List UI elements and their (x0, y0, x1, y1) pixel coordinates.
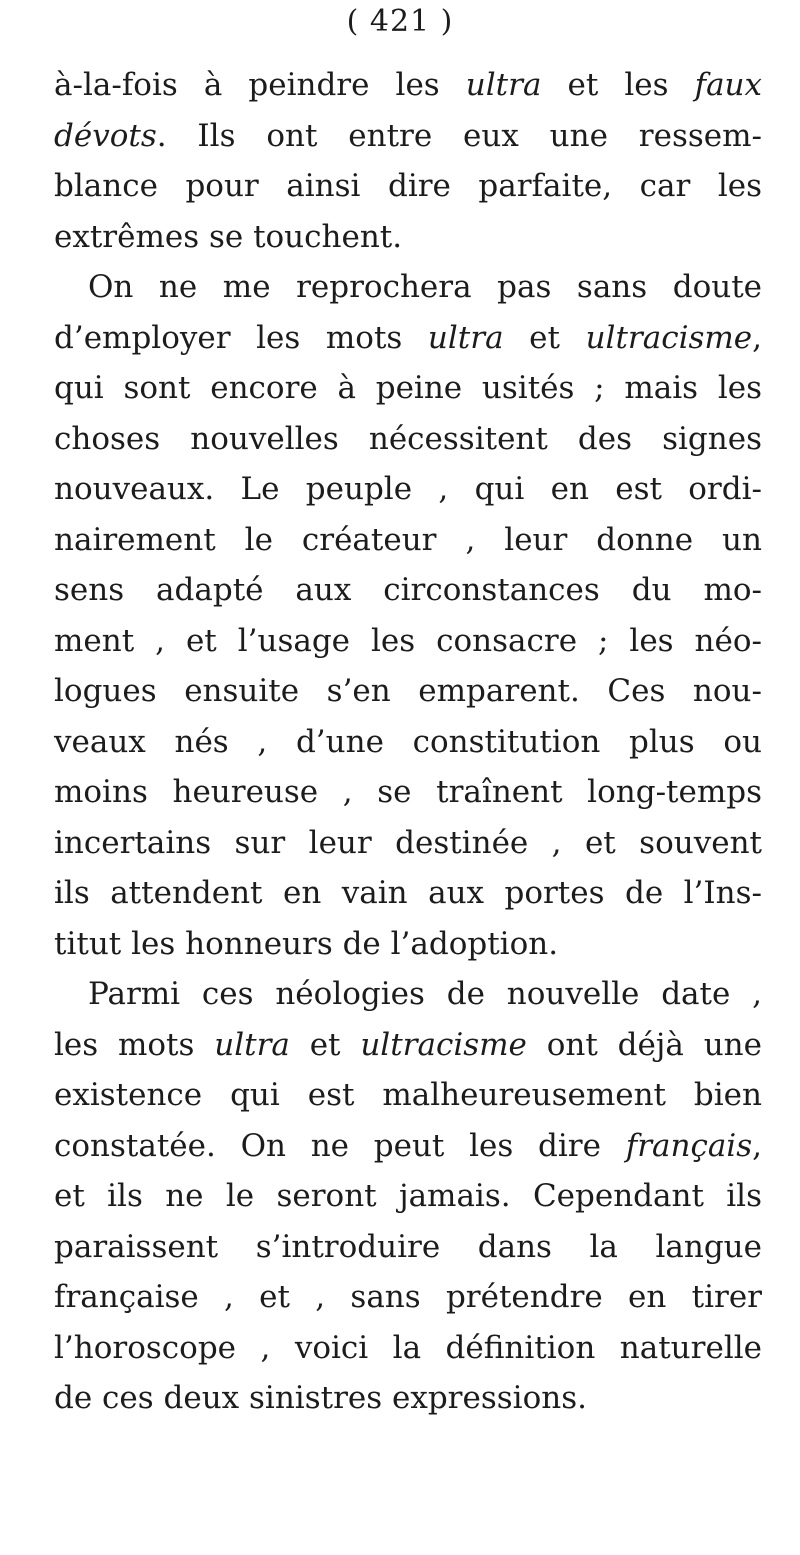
text-run: paraissent s’introduire dans la langue (54, 1228, 762, 1265)
italic-term: ultra (214, 1026, 290, 1063)
text-line (54, 464, 762, 515)
text-run: à-la-fois à peindre les (54, 67, 466, 103)
text-line (54, 565, 762, 616)
text-run: . Ils ont entre eux une ressem- (156, 117, 762, 154)
text-run: qui sont encore à peine usités ; mais les (54, 370, 762, 406)
text-line (54, 919, 762, 970)
text-run: existence qui est malheureusement bien (54, 1077, 762, 1113)
text-run: constatée. On ne peut les dire (54, 1127, 626, 1164)
text-line (54, 313, 762, 364)
text-run: et les (541, 67, 695, 103)
italic-term: ultra (427, 319, 504, 356)
text-run: ont déjà une (526, 1026, 762, 1063)
text-line (54, 363, 762, 414)
text-line (54, 767, 762, 818)
text-run: blance pour ainsi dire parfaite, car les (54, 168, 762, 204)
text-run: sens adapté aux circonstances du mo- (54, 572, 762, 608)
text-run: titut les honneurs de l’adoption. (54, 925, 559, 962)
italic-term: ultra (465, 67, 542, 103)
text-run: incertains sur leur destinée , et souvent (54, 824, 762, 861)
text-run: et (503, 319, 586, 356)
text-line (54, 515, 762, 566)
text-line (54, 111, 762, 162)
text-run: l’horoscope , voici la définition naturelle (54, 1329, 762, 1366)
text-run: On ne me reprochera pas sans doute (88, 269, 762, 305)
text-line (54, 616, 762, 667)
text-line (54, 161, 762, 212)
text-line (54, 262, 762, 313)
text-run: logues ensuite s’en emparent. Ces nou- (54, 673, 762, 709)
text-run: d’employer les mots (54, 319, 428, 356)
text-line (54, 1222, 762, 1273)
text-run: les mots (54, 1026, 215, 1063)
text-line (54, 1070, 762, 1121)
text-line (54, 1171, 762, 1222)
text-line (54, 1121, 762, 1172)
italic-term: ultracisme (360, 1026, 527, 1063)
italic-term: dévots (54, 117, 157, 154)
text-run: française , et , sans prétendre en tirer (54, 1279, 762, 1315)
italic-term: faux (694, 67, 762, 103)
body-text (54, 60, 762, 1424)
text-run: et (289, 1026, 361, 1063)
page-number: ( 421 ) (346, 4, 454, 39)
text-line (54, 666, 762, 717)
text-run: nairement le créateur , leur donne un (54, 521, 762, 558)
text-line (54, 1020, 762, 1071)
text-run: Parmi ces néologies de nouvelle date , (88, 976, 762, 1012)
text-line (54, 60, 762, 111)
text-line (54, 1323, 762, 1374)
text-run: nouveaux. Le peuple , qui en est ordi- (54, 471, 762, 507)
text-run: de ces deux sinistres expressions. (54, 1380, 587, 1416)
text-run: , (752, 319, 762, 356)
text-line (54, 1373, 762, 1424)
text-line (54, 414, 762, 465)
text-run: ils attendent en vain aux portes de l’Ins- (54, 875, 762, 911)
text-run: choses nouvelles nécessitent des signes (54, 420, 762, 457)
text-line (54, 969, 762, 1020)
text-line (54, 212, 762, 263)
text-run: extrêmes se touchent. (54, 218, 403, 255)
text-line (54, 1272, 762, 1323)
italic-term: français (625, 1127, 753, 1164)
text-run: ment , et l’usage les consacre ; les néo- (54, 622, 762, 659)
text-run: , (752, 1127, 762, 1164)
text-run: veaux nés , d’une constitution plus ou (54, 723, 762, 760)
text-line (54, 868, 762, 919)
text-run: moins heureuse , se traînent long-temps (54, 774, 762, 810)
text-line (54, 818, 762, 869)
text-line (54, 717, 762, 768)
text-run: et ils ne le seront jamais. Cependant ils (54, 1178, 762, 1214)
italic-term: ultracisme (585, 319, 753, 356)
